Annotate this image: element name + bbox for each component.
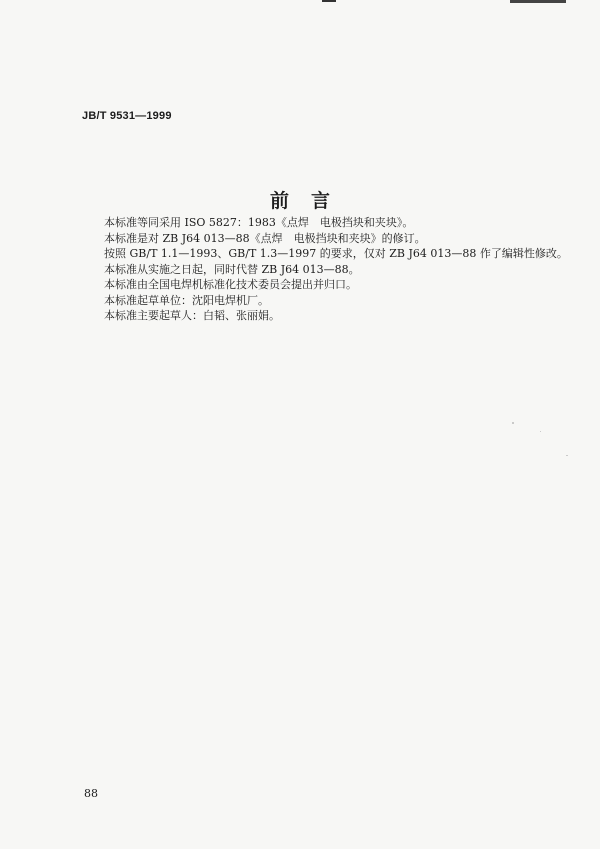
page-title: 前言 — [269, 190, 352, 212]
scan-speck — [512, 422, 514, 424]
foreword-line: 按照 GB/T 1.1—1993、GB/T 1.3—1997 的要求，仅对 ZB J64 013—88 作了编辑性修改。 — [104, 247, 568, 260]
page-number: 88 — [84, 787, 98, 800]
scan-artifact-mark — [322, 0, 336, 2]
scan-speck — [540, 431, 541, 432]
foreword-body — [104, 215, 568, 324]
foreword-line: 本标准主要起草人：白韬、张丽娟。 — [104, 309, 280, 322]
foreword-line: 本标准从实施之日起，同时代替 ZB J64 013—88。 — [104, 262, 360, 276]
scan-artifact-mark — [510, 0, 566, 3]
foreword-line: 本标准等同采用 ISO 5827：1983《点焊 电极挡块和夹块》。 — [104, 216, 414, 229]
foreword-line: 本标准起草单位：沈阳电焊机厂。 — [104, 293, 269, 307]
document-code: JB/T 9531—1999 — [82, 110, 172, 122]
scan-speck — [566, 455, 568, 456]
foreword-line: 本标准由全国电焊机标准化技术委员会提出并归口。 — [104, 278, 357, 291]
foreword-line: 本标准是对 ZB J64 013—88《点焊 电极挡块和夹块》的修订。 — [104, 231, 426, 245]
